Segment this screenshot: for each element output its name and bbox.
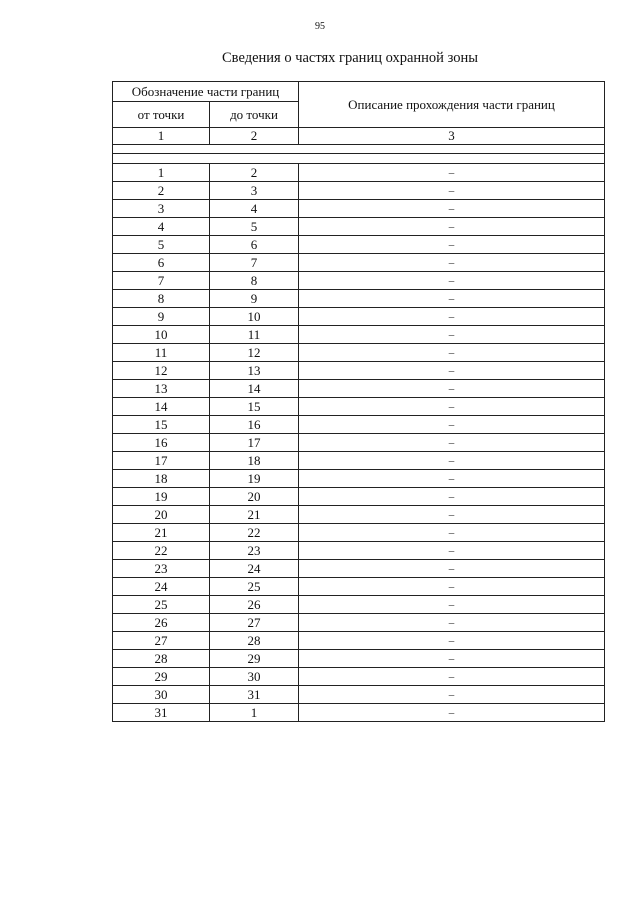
to-point-cell: 25 [210,578,299,596]
to-point-cell: 15 [210,398,299,416]
header-from-point: от точки [113,102,210,128]
page-number: 95 [315,21,325,32]
from-point-cell: 21 [113,524,210,542]
table-row [113,704,605,722]
description-cell: – [299,254,605,272]
to-point-cell: 23 [210,542,299,560]
from-point-cell: 20 [113,506,210,524]
description-cell: – [299,452,605,470]
to-point-cell: 13 [210,362,299,380]
column-index-cell: 3 [299,128,605,145]
table-row [113,416,605,434]
to-point-cell: 29 [210,650,299,668]
table-row [113,470,605,488]
description-cell: – [299,560,605,578]
description-cell: – [299,668,605,686]
description-cell: – [299,308,605,326]
to-point-cell: 12 [210,344,299,362]
table-row [113,614,605,632]
description-cell: – [299,344,605,362]
from-point-cell: 7 [113,272,210,290]
table-row [113,668,605,686]
table-row [113,236,605,254]
to-point-cell: 17 [210,434,299,452]
from-point-cell: 17 [113,452,210,470]
to-point-cell: 30 [210,668,299,686]
from-point-cell: 8 [113,290,210,308]
table-row [113,380,605,398]
description-cell: – [299,434,605,452]
to-point-cell: 10 [210,308,299,326]
description-cell: – [299,596,605,614]
description-cell: – [299,416,605,434]
blank-row [113,145,605,154]
table-row [113,596,605,614]
description-cell: – [299,200,605,218]
table-row [113,182,605,200]
to-point-cell: 27 [210,614,299,632]
to-point-cell: 7 [210,254,299,272]
table-row [113,164,605,182]
to-point-cell: 19 [210,470,299,488]
description-cell: – [299,632,605,650]
from-point-cell: 30 [113,686,210,704]
table-row [113,542,605,560]
to-point-cell: 5 [210,218,299,236]
to-point-cell: 11 [210,326,299,344]
blank-row [113,154,605,164]
from-point-cell: 12 [113,362,210,380]
from-point-cell: 6 [113,254,210,272]
from-point-cell: 4 [113,218,210,236]
table-row [113,560,605,578]
from-point-cell: 13 [113,380,210,398]
to-point-cell: 4 [210,200,299,218]
description-cell: – [299,236,605,254]
blank-cell [113,145,605,154]
table-row [113,506,605,524]
description-cell: – [299,164,605,182]
description-cell: – [299,524,605,542]
column-index-cell: 2 [210,128,299,145]
table-row [113,650,605,668]
blank-cell [113,154,605,164]
table-row [113,308,605,326]
table-row [113,218,605,236]
description-cell: – [299,398,605,416]
description-cell: – [299,218,605,236]
to-point-cell: 3 [210,182,299,200]
description-cell: – [299,362,605,380]
to-point-cell: 2 [210,164,299,182]
description-cell: – [299,506,605,524]
table-row [113,254,605,272]
from-point-cell: 29 [113,668,210,686]
column-index-row [113,128,605,145]
description-cell: – [299,614,605,632]
from-point-cell: 16 [113,434,210,452]
table-row [113,434,605,452]
from-point-cell: 11 [113,344,210,362]
to-point-cell: 21 [210,506,299,524]
description-cell: – [299,380,605,398]
description-cell: – [299,470,605,488]
header-description: Описание прохождения части границ [299,82,605,128]
description-cell: – [299,272,605,290]
table-row [113,272,605,290]
to-point-cell: 16 [210,416,299,434]
table-row [113,488,605,506]
table-row [113,362,605,380]
table-row [113,290,605,308]
table-row [113,452,605,470]
header-to-point: до точки [210,102,299,128]
from-point-cell: 22 [113,542,210,560]
to-point-cell: 28 [210,632,299,650]
from-point-cell: 15 [113,416,210,434]
from-point-cell: 26 [113,614,210,632]
from-point-cell: 3 [113,200,210,218]
description-cell: – [299,650,605,668]
from-point-cell: 2 [113,182,210,200]
description-cell: – [299,542,605,560]
table-row [113,200,605,218]
from-point-cell: 18 [113,470,210,488]
table-row [113,524,605,542]
table-row [113,398,605,416]
description-cell: – [299,290,605,308]
boundary-parts-table [112,81,605,722]
description-cell: – [299,488,605,506]
description-cell: – [299,704,605,722]
table-row [113,686,605,704]
header-boundary-designation: Обозначение части границ [113,82,299,102]
from-point-cell: 25 [113,596,210,614]
from-point-cell: 19 [113,488,210,506]
from-point-cell: 23 [113,560,210,578]
from-point-cell: 10 [113,326,210,344]
from-point-cell: 31 [113,704,210,722]
to-point-cell: 26 [210,596,299,614]
description-cell: – [299,686,605,704]
from-point-cell: 5 [113,236,210,254]
table-row [113,326,605,344]
from-point-cell: 14 [113,398,210,416]
to-point-cell: 20 [210,488,299,506]
header-row-group [113,82,605,102]
description-cell: – [299,182,605,200]
description-cell: – [299,578,605,596]
to-point-cell: 8 [210,272,299,290]
table-row [113,632,605,650]
to-point-cell: 18 [210,452,299,470]
from-point-cell: 1 [113,164,210,182]
to-point-cell: 14 [210,380,299,398]
from-point-cell: 24 [113,578,210,596]
to-point-cell: 24 [210,560,299,578]
to-point-cell: 1 [210,704,299,722]
to-point-cell: 9 [210,290,299,308]
from-point-cell: 9 [113,308,210,326]
table-row [113,578,605,596]
from-point-cell: 28 [113,650,210,668]
description-cell: – [299,326,605,344]
to-point-cell: 6 [210,236,299,254]
table-row [113,344,605,362]
to-point-cell: 31 [210,686,299,704]
from-point-cell: 27 [113,632,210,650]
page-title: Сведения о частях границ охранной зоны [222,50,478,66]
column-index-cell: 1 [113,128,210,145]
to-point-cell: 22 [210,524,299,542]
